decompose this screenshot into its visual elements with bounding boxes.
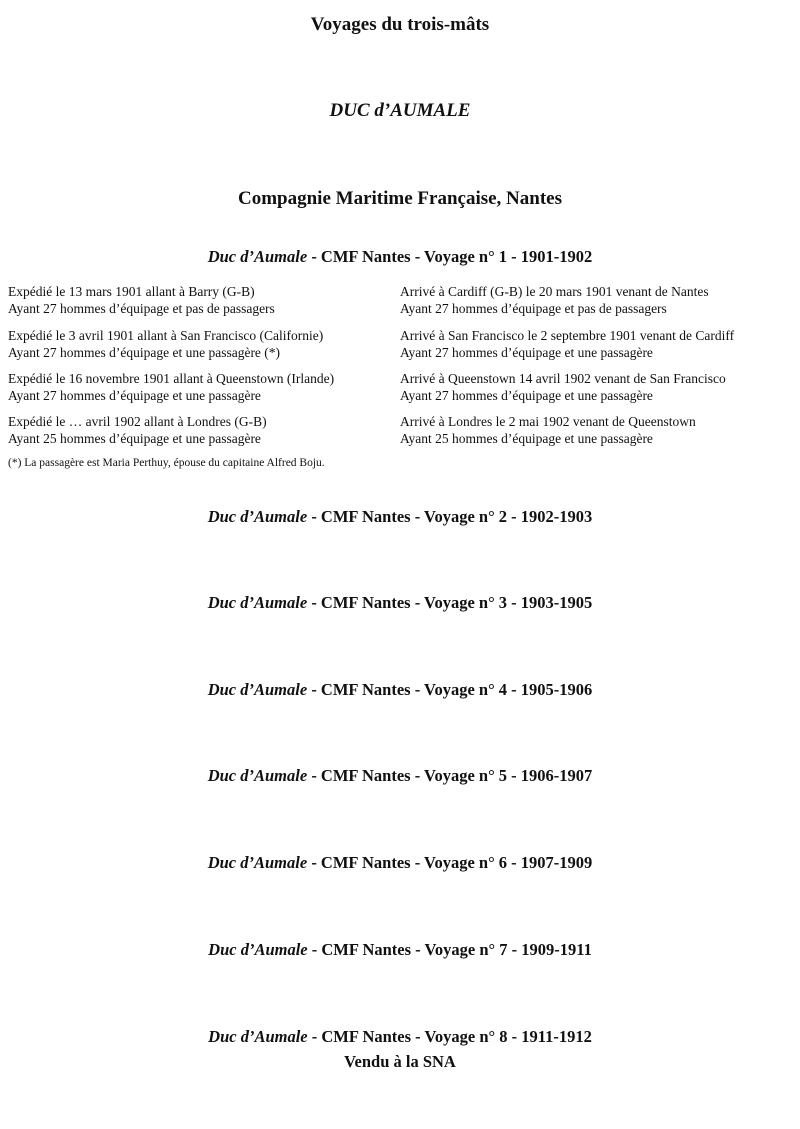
departure-line: Expédié le … avril 1902 allant à Londres (G-B) [8, 414, 267, 429]
voyage-1-arrival-1 [400, 283, 709, 317]
departure-crew-line: Ayant 27 hommes d’équipage et une passagère [8, 388, 261, 403]
voyage-1-arrival-4 [400, 413, 696, 447]
voyage-8-heading [0, 1027, 800, 1047]
voyage-details: - CMF Nantes - Voyage n° 4 - 1905-1906 [307, 680, 593, 699]
voyage-2-heading [0, 507, 800, 527]
arrival-line: Arrivé à Queenstown 14 avril 1902 venant de San Francisco [400, 371, 726, 386]
departure-line: Expédié le 16 novembre 1901 allant à Queenstown (Irlande) [8, 371, 335, 386]
departure-crew-line: Ayant 25 hommes d’équipage et une passagère [8, 431, 261, 446]
voyage-vessel-name: Duc d’Aumale [208, 940, 308, 959]
voyage-1-departure-2 [8, 327, 323, 361]
voyage-vessel-name: Duc d’Aumale [207, 593, 308, 612]
voyage-details: - CMF Nantes - Voyage n° 3 - 1903-1905 [307, 593, 593, 612]
voyage-details: - CMF Nantes - Voyage n° 7 - 1909-1911 [307, 940, 592, 959]
voyage-vessel-name: Duc d’Aumale [207, 247, 308, 266]
voyage-details: - CMF Nantes - Voyage n° 1 - 1901-1902 [307, 247, 593, 266]
arrival-line: Arrivé à Londres le 2 mai 1902 venant de Queenstown [400, 414, 696, 429]
voyage-vessel-name: Duc d’Aumale [207, 766, 308, 785]
arrival-crew-line: Ayant 27 hommes d’équipage et une passagère [400, 345, 653, 360]
voyage-1-departure-3 [8, 370, 334, 404]
voyage-7-heading [0, 940, 800, 960]
voyage-6-heading [0, 853, 800, 873]
arrival-line: Arrivé à San Francisco le 2 septembre 1901 venant de Cardiff [400, 328, 735, 343]
voyage-vessel-name: Duc d’Aumale [207, 507, 308, 526]
sold-note: Vendu à la SNA [344, 1052, 456, 1071]
arrival-crew-line: Ayant 27 hommes d’équipage et une passagère [400, 388, 653, 403]
voyage-5-heading [0, 766, 800, 786]
voyage-1-arrival-2 [400, 327, 734, 361]
voyage-vessel-name: Duc d’Aumale [207, 853, 308, 872]
arrival-crew-line: Ayant 27 hommes d’équipage et pas de passagers [400, 301, 667, 316]
departure-crew-line: Ayant 27 hommes d’équipage et une passagère (*) [8, 345, 281, 360]
voyage-details: - CMF Nantes - Voyage n° 8 - 1911-1912 [307, 1027, 592, 1046]
voyage-4-heading [0, 680, 800, 700]
voyage-3-heading [0, 593, 800, 613]
voyage-1-arrival-3 [400, 370, 726, 404]
arrival-crew-line: Ayant 25 hommes d’équipage et une passagère [400, 431, 653, 446]
departure-crew-line: Ayant 27 hommes d’équipage et pas de passagers [8, 301, 275, 316]
voyage-details: - CMF Nantes - Voyage n° 5 - 1906-1907 [307, 766, 593, 785]
voyage-vessel-name: Duc d’Aumale [207, 680, 308, 699]
document-title: Voyages du trois-mâts [310, 14, 490, 35]
arrival-line: Arrivé à Cardiff (G-B) le 20 mars 1901 venant de Nantes [400, 284, 709, 299]
voyage-details: - CMF Nantes - Voyage n° 2 - 1902-1903 [307, 507, 593, 526]
company-name: Compagnie Maritime Française, Nantes [238, 188, 562, 209]
departure-line: Expédié le 3 avril 1901 allant à San Francisco (Californie) [8, 328, 324, 343]
departure-line: Expédié le 13 mars 1901 allant à Barry (G-B) [8, 284, 255, 299]
voyage-1-heading [0, 247, 800, 267]
voyage-1-departure-1 [8, 283, 275, 317]
voyage-details: - CMF Nantes - Voyage n° 6 - 1907-1909 [307, 853, 593, 872]
voyage-1-departure-4 [8, 413, 267, 447]
voyage-vessel-name: Duc d’Aumale [208, 1027, 308, 1046]
ship-name: DUC d’AUMALE [329, 100, 471, 121]
passenger-footnote: (*) La passagère est Maria Perthuy, épouse du capitaine Alfred Boju. [8, 457, 325, 469]
